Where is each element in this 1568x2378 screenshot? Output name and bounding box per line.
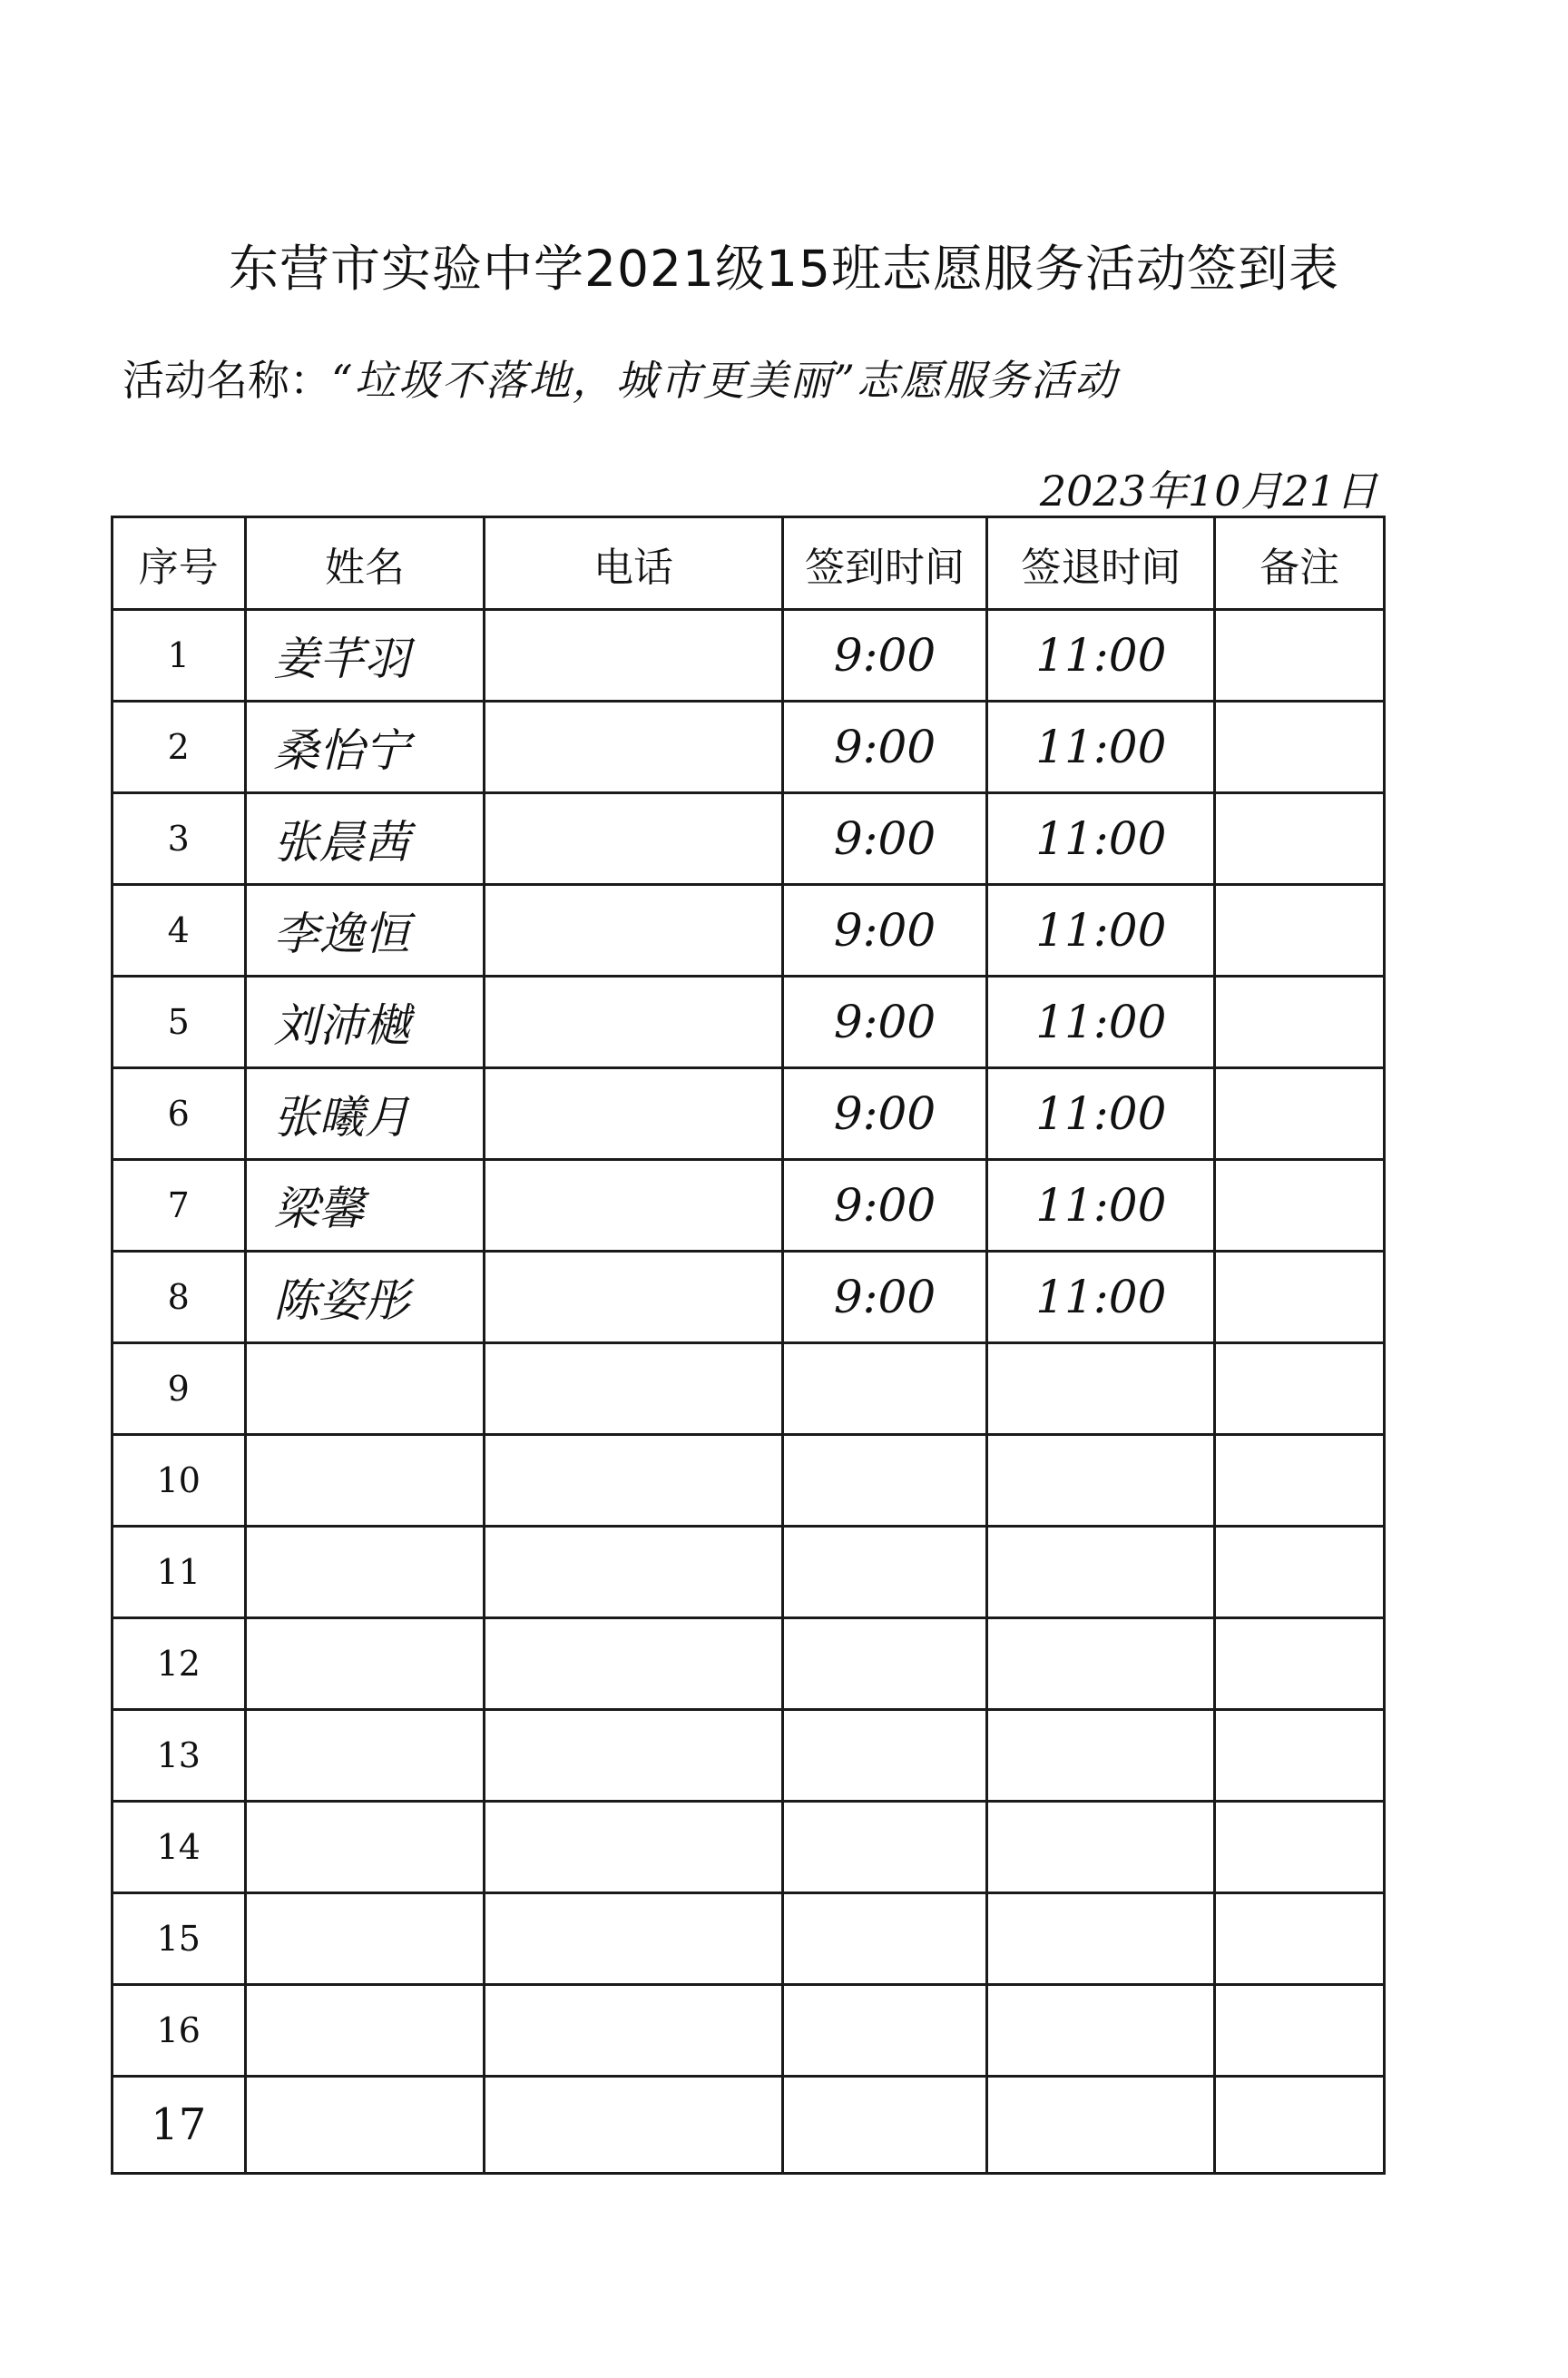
- row-sign-out: [987, 1343, 1215, 1435]
- row-number: 1: [113, 610, 246, 702]
- page-title: 东营市实验中学2021级15班志愿服务活动签到表: [229, 240, 1339, 298]
- table-row: [113, 793, 1385, 885]
- row-sign-out: [987, 1710, 1215, 1802]
- row-sign-in: [782, 1710, 987, 1802]
- table-row: [113, 1802, 1385, 1893]
- row-note: [1215, 793, 1385, 885]
- row-sign-in: [782, 2077, 987, 2174]
- row-note: [1215, 1618, 1385, 1710]
- row-phone: [485, 1160, 782, 1252]
- row-phone: [485, 1068, 782, 1160]
- row-sign-in: 9:00: [782, 702, 987, 793]
- header-phone: 电话: [485, 517, 782, 610]
- row-name: 张晨茜: [245, 793, 485, 885]
- table-row: [113, 977, 1385, 1068]
- row-number: 5: [113, 977, 246, 1068]
- row-phone: [485, 1527, 782, 1618]
- row-sign-out: [987, 2077, 1215, 2174]
- row-number: 11: [113, 1527, 246, 1618]
- table-header-row: [113, 517, 1385, 610]
- row-note: [1215, 1527, 1385, 1618]
- row-note: [1215, 2077, 1385, 2174]
- row-sign-out: 11:00: [987, 1160, 1215, 1252]
- table-row: [113, 1160, 1385, 1252]
- table-row: [113, 1985, 1385, 2077]
- row-number: 3: [113, 793, 246, 885]
- row-note: [1215, 885, 1385, 977]
- table-row: [113, 885, 1385, 977]
- sign-date: 2023年10月21日: [1039, 467, 1377, 516]
- row-number: 13: [113, 1710, 246, 1802]
- row-phone: [485, 1435, 782, 1527]
- row-sign-in: 9:00: [782, 977, 987, 1068]
- row-note: [1215, 1343, 1385, 1435]
- row-sign-out: 11:00: [987, 1252, 1215, 1343]
- row-number: 17: [113, 2077, 246, 2174]
- row-phone: [485, 1252, 782, 1343]
- table-row: [113, 1343, 1385, 1435]
- row-number: 15: [113, 1893, 246, 1985]
- row-name: [245, 1710, 485, 1802]
- row-sign-out: [987, 1527, 1215, 1618]
- row-phone: [485, 793, 782, 885]
- row-sign-in: [782, 1527, 987, 1618]
- row-number: 12: [113, 1618, 246, 1710]
- row-phone: [485, 1893, 782, 1985]
- row-name: [245, 1985, 485, 2077]
- row-number: 7: [113, 1160, 246, 1252]
- activity-label: 活动名称：: [122, 356, 331, 405]
- row-name: 张曦月: [245, 1068, 485, 1160]
- row-phone: [485, 885, 782, 977]
- row-name: [245, 1893, 485, 1985]
- row-number: 10: [113, 1435, 246, 1527]
- row-name: [245, 1343, 485, 1435]
- table-row: [113, 1710, 1385, 1802]
- row-note: [1215, 1710, 1385, 1802]
- row-note: [1215, 610, 1385, 702]
- row-name: [245, 2077, 485, 2174]
- row-sign-out: [987, 1985, 1215, 2077]
- activity-name: “垃圾不落地，城市更美丽”志愿服务活动: [331, 356, 1119, 405]
- row-note: [1215, 702, 1385, 793]
- row-note: [1215, 977, 1385, 1068]
- row-sign-out: 11:00: [987, 977, 1215, 1068]
- row-name: [245, 1802, 485, 1893]
- activity-line: [122, 348, 1118, 408]
- row-note: [1215, 1252, 1385, 1343]
- sign-in-table: [111, 516, 1386, 2175]
- row-phone: [485, 610, 782, 702]
- row-name: [245, 1618, 485, 1710]
- row-phone: [485, 2077, 782, 2174]
- row-name: 陈姿彤: [245, 1252, 485, 1343]
- row-name: 桑怡宁: [245, 702, 485, 793]
- row-name: 李逸恒: [245, 885, 485, 977]
- table-row: [113, 1618, 1385, 1710]
- row-phone: [485, 1710, 782, 1802]
- row-sign-out: 11:00: [987, 793, 1215, 885]
- row-number: 9: [113, 1343, 246, 1435]
- row-sign-in: [782, 1985, 987, 2077]
- table-row: [113, 1068, 1385, 1160]
- table-row: [113, 610, 1385, 702]
- header-sign-in-time: 签到时间: [782, 517, 987, 610]
- row-note: [1215, 1893, 1385, 1985]
- table-row: [113, 2077, 1385, 2174]
- row-sign-out: 11:00: [987, 1068, 1215, 1160]
- row-sign-in: 9:00: [782, 1160, 987, 1252]
- row-name: [245, 1435, 485, 1527]
- row-sign-out: 11:00: [987, 702, 1215, 793]
- table-row: [113, 1527, 1385, 1618]
- row-number: 4: [113, 885, 246, 977]
- row-phone: [485, 702, 782, 793]
- row-note: [1215, 1985, 1385, 2077]
- header-name: 姓名: [245, 517, 485, 610]
- row-phone: [485, 1618, 782, 1710]
- row-sign-out: 11:00: [987, 610, 1215, 702]
- row-number: 8: [113, 1252, 246, 1343]
- row-number: 6: [113, 1068, 246, 1160]
- row-sign-in: 9:00: [782, 885, 987, 977]
- table-row: [113, 1893, 1385, 1985]
- table-row: [113, 1435, 1385, 1527]
- header-remarks: 备注: [1215, 517, 1385, 610]
- row-note: [1215, 1802, 1385, 1893]
- row-sign-in: [782, 1618, 987, 1710]
- row-sign-in: [782, 1802, 987, 1893]
- row-note: [1215, 1160, 1385, 1252]
- row-sign-out: [987, 1618, 1215, 1710]
- row-number: 2: [113, 702, 246, 793]
- row-sign-out: [987, 1802, 1215, 1893]
- row-name: 刘沛樾: [245, 977, 485, 1068]
- row-number: 14: [113, 1802, 246, 1893]
- row-sign-out: [987, 1435, 1215, 1527]
- row-phone: [485, 977, 782, 1068]
- row-name: [245, 1527, 485, 1618]
- row-number: 16: [113, 1985, 246, 2077]
- header-sign-out-time: 签退时间: [987, 517, 1215, 610]
- header-serial-number: 序号: [113, 517, 246, 610]
- row-note: [1215, 1068, 1385, 1160]
- row-sign-in: 9:00: [782, 1252, 987, 1343]
- row-phone: [485, 1802, 782, 1893]
- row-note: [1215, 1435, 1385, 1527]
- row-sign-in: [782, 1435, 987, 1527]
- row-name: 梁馨: [245, 1160, 485, 1252]
- row-sign-in: 9:00: [782, 793, 987, 885]
- table-row: [113, 702, 1385, 793]
- row-sign-in: 9:00: [782, 1068, 987, 1160]
- row-sign-in: 9:00: [782, 610, 987, 702]
- row-phone: [485, 1985, 782, 2077]
- table-row: [113, 1252, 1385, 1343]
- row-sign-out: [987, 1893, 1215, 1985]
- row-sign-out: 11:00: [987, 885, 1215, 977]
- row-name: 姜芊羽: [245, 610, 485, 702]
- row-sign-in: [782, 1343, 987, 1435]
- row-phone: [485, 1343, 782, 1435]
- row-sign-in: [782, 1893, 987, 1985]
